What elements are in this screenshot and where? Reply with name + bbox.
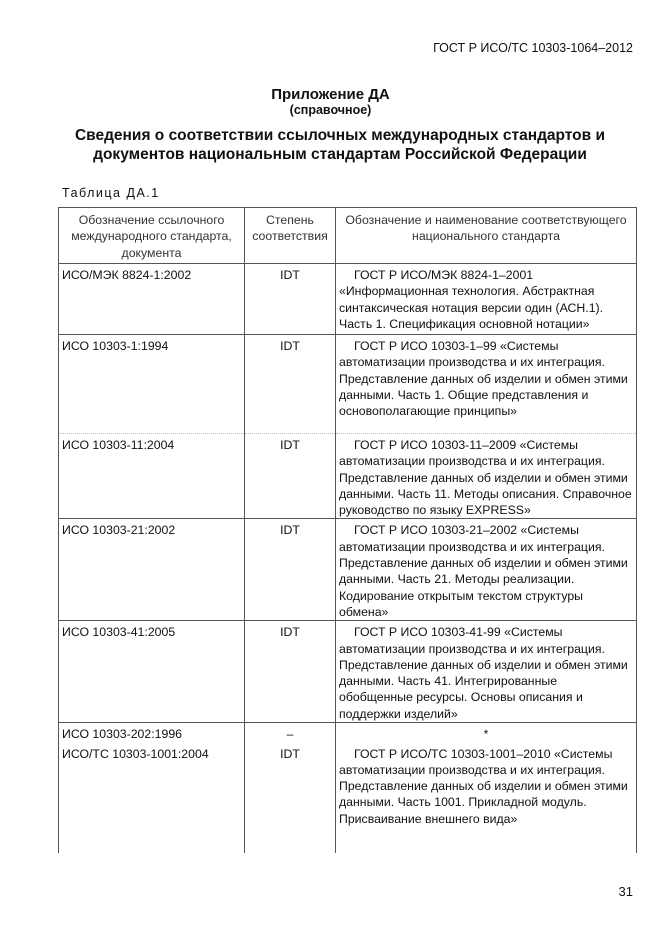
intl-standard: ИСО 10303-41:2005 <box>59 621 245 723</box>
column-header: Степень соответствия <box>245 208 336 264</box>
degree: IDT <box>245 743 336 853</box>
appendix-heading-text: Сведения о соответствии ссылочных международных стандартов и документов национальным стандартам Российской Федерации <box>74 127 606 163</box>
national-standard: ГОСТ Р ИСО 10303-1–99 «Системы автоматизации производства и их интеграция. Представление данных об изделии и обмен этими данными. Часть 1. Общие представления и основополагающие принципы» <box>336 335 637 434</box>
column-header: Обозначение и наименование соответствующего национального стандарта <box>336 208 637 264</box>
table-row <box>59 335 637 434</box>
intl-standard: ИСО/МЭК 8824-1:2002 <box>59 264 245 335</box>
table-row <box>59 434 637 519</box>
intl-standard: ИСО 10303-11:2004 <box>59 434 245 519</box>
table-row <box>59 621 637 723</box>
national-standard: ГОСТ Р ИСО 10303-41-99 «Системы автоматизации производства и их интеграция. Представление данных об изделии и обмен этими данными. Часть 41. Интегрированные обобщенные ресурсы. Основы описания и поддержки изделий» <box>336 621 637 723</box>
degree: – <box>245 723 336 743</box>
appendix-subtitle: (справочное) <box>289 103 372 117</box>
intl-standard: ИСО 10303-1:1994 <box>59 335 245 434</box>
national-standard: ГОСТ Р ИСО/ТС 10303-1001–2010 «Системы автоматизации производства и их интеграция. Представление данных об изделии и обмен этими данными. Часть 1001. Прикладной модуль. Присваивание внешнего вида» <box>336 743 637 853</box>
national-standard: ГОСТ Р ИСО 10303-21–2002 «Системы автоматизации производства и их интеграция. Представление данных об изделии и обмен этими данными. Часть 21. Методы реализации. Кодирование открытым текстом структуры обмена» <box>336 519 637 621</box>
degree: IDT <box>245 335 336 434</box>
table-row <box>59 519 637 621</box>
column-header: Обозначение ссылочного международного стандарта, документа <box>59 208 245 264</box>
national-standard: ГОСТ Р ИСО 10303-11–2009 «Системы автоматизации производства и их интеграция. Представление данных об изделии и обмен этими данными. Часть 11. Методы описания. Справочное руководство по языку EXPRESS» <box>336 434 637 519</box>
standards-table <box>58 207 637 853</box>
table-header-row <box>59 208 637 264</box>
degree: IDT <box>245 434 336 519</box>
page-number: 31 <box>618 884 633 899</box>
national-standard: * <box>336 723 637 743</box>
national-standard: ГОСТ Р ИСО/МЭК 8824-1–2001 «Информационная технология. Абстрактная синтаксическая нотация версии один (АСН.1). Часть 1. Спецификация основной нотации» <box>336 264 637 335</box>
intl-standard: ИСО 10303-202:1996 <box>59 723 245 743</box>
intl-standard: ИСО/ТС 10303-1001:2004 <box>59 743 245 853</box>
table-row <box>59 723 637 743</box>
degree: IDT <box>245 621 336 723</box>
table-row <box>59 264 637 335</box>
table-caption: Таблица ДА.1 <box>62 186 160 200</box>
intl-standard: ИСО 10303-21:2002 <box>59 519 245 621</box>
appendix-heading <box>0 126 661 164</box>
degree: IDT <box>245 519 336 621</box>
table-row <box>59 743 637 853</box>
document-code-header: ГОСТ Р ИСО/ТС 10303-1064–2012 <box>433 41 633 55</box>
appendix-title: Приложение ДА <box>271 86 390 103</box>
degree: IDT <box>245 264 336 335</box>
